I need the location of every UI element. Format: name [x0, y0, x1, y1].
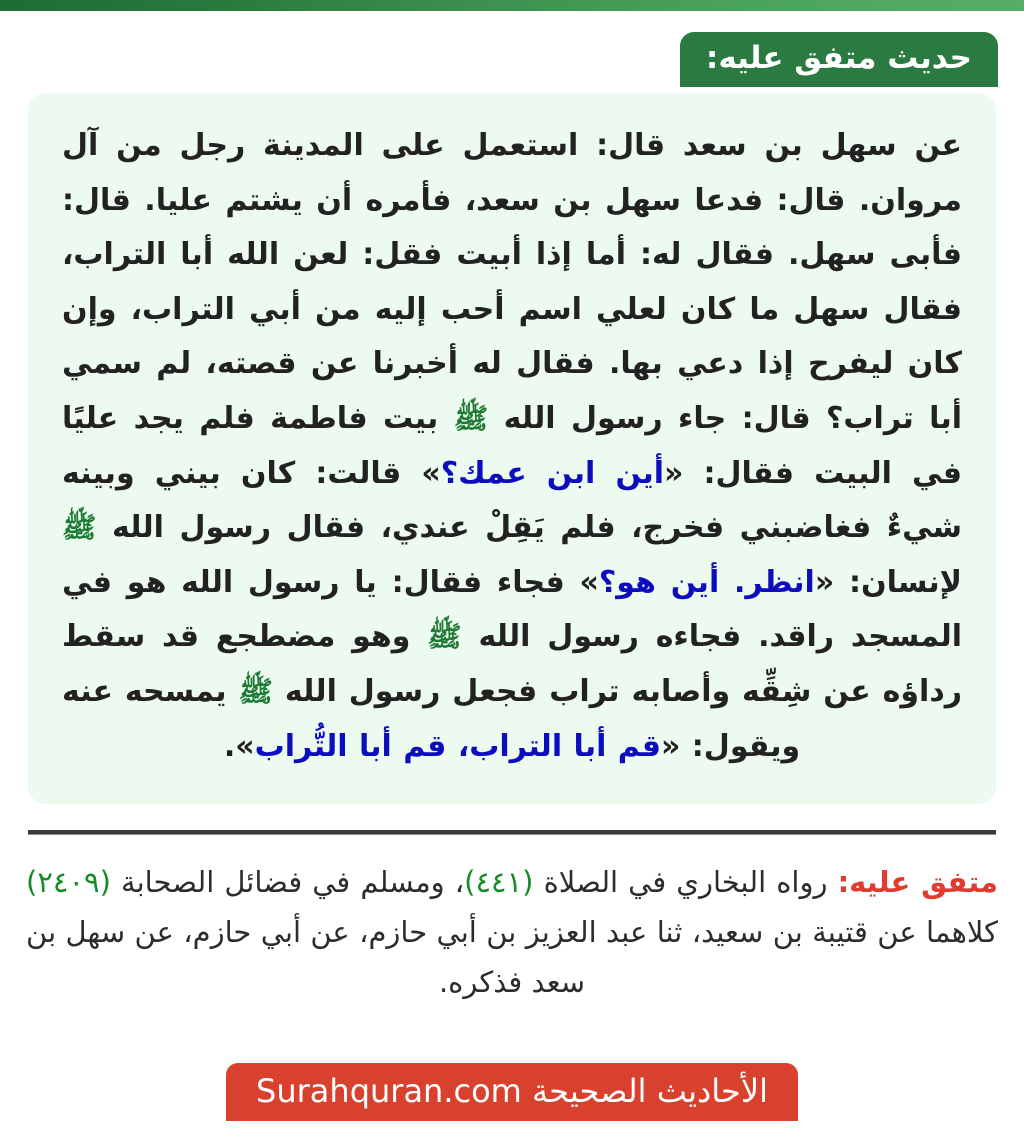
source-seg-number-2: (٤٤١)	[464, 865, 534, 899]
source-seg-label-0: متفق عليه:	[837, 865, 998, 899]
hadith-seg-salla-11: ﷺ	[238, 674, 273, 708]
source-seg-plain-1: رواه البخاري في الصلاة	[533, 865, 838, 899]
hadith-seg-salla-9: ﷺ	[427, 620, 462, 654]
hadith-body-text	[62, 119, 962, 774]
hadith-takhreej-text	[26, 858, 998, 1008]
hadith-seg-highlight-13: قم أبا التراب، قم أبا التُّراب	[254, 728, 661, 764]
brand-site-label: Surahquran.com	[256, 1071, 522, 1110]
hadith-seg-salla-5: ﷺ	[62, 511, 97, 545]
hadith-seg-highlight-7: انظر. أين هو؟	[598, 564, 815, 600]
hadith-seg-highlight-3: أين ابن عمك؟	[440, 455, 664, 491]
top-decorative-bar	[0, 0, 1024, 11]
source-seg-plain-3: ، ومسلم في فضائل الصحابة	[110, 865, 465, 899]
header	[680, 32, 998, 87]
hadith-seg-plain-0: عن سهل بن سعد قال: استعمل على المدينة رجل من آل مروان. قال: فدعا سهل بن سعد، فأمره أن يشتم عليا. قال: فأبى سهل. فقال له: أما إذا أبيت فقل: لعن الله أبا التراب، فقال سهل ما كان لعلي اسم أحب إليه من أبي التراب، وإن كان ليفرح إذا دعي بها. فقال له أخبرنا عن قصته، لم سمي أبا تراب؟ قال: جاء رسول الله	[62, 128, 962, 436]
section-divider	[28, 830, 996, 835]
footer	[0, 1063, 1024, 1121]
brand-banner[interactable]	[226, 1063, 798, 1121]
source-seg-plain-5: كلاهما عن قتيبة بن سعيد، ثنا عبد العزيز بن أبي حازم، عن أبي حازم، عن سهل بن سعد فذكره.	[26, 914, 998, 999]
hadith-seg-plain-6: لإنسان: «	[814, 564, 962, 600]
hadith-seg-plain-8: » فجاء فقال: يا رسول الله هو في المسجد راقد. فجاءه رسول الله	[62, 564, 962, 655]
brand-arabic-label: الأحاديث الصحيحة	[532, 1071, 768, 1110]
hadith-seg-plain-2: بيت فاطمة فلم يجد عليًا في البيت فقال: «	[62, 400, 963, 491]
hadith-seg-plain-12: يمسحه عنه ويقول: «	[62, 673, 801, 764]
source-block	[26, 858, 998, 1008]
source-seg-number-4: (٢٤٠٩)	[26, 865, 111, 899]
hadith-panel	[28, 93, 996, 804]
hadith-grade-badge: حديث متفق عليه:	[680, 32, 998, 87]
hadith-seg-plain-4: » قالت: كان بيني وبينه شيءٌ فغاضبني فخرج، فلم يَقِلْ عندي، فقال رسول الله	[62, 455, 962, 546]
hadith-seg-salla-1: ﷺ	[453, 401, 489, 435]
hadith-seg-plain-14: ».	[223, 728, 255, 764]
hadith-seg-plain-10: وهو مضطجع قد سقط رداؤه عن شِقِّه وأصابه تراب فجعل رسول الله	[62, 619, 962, 709]
